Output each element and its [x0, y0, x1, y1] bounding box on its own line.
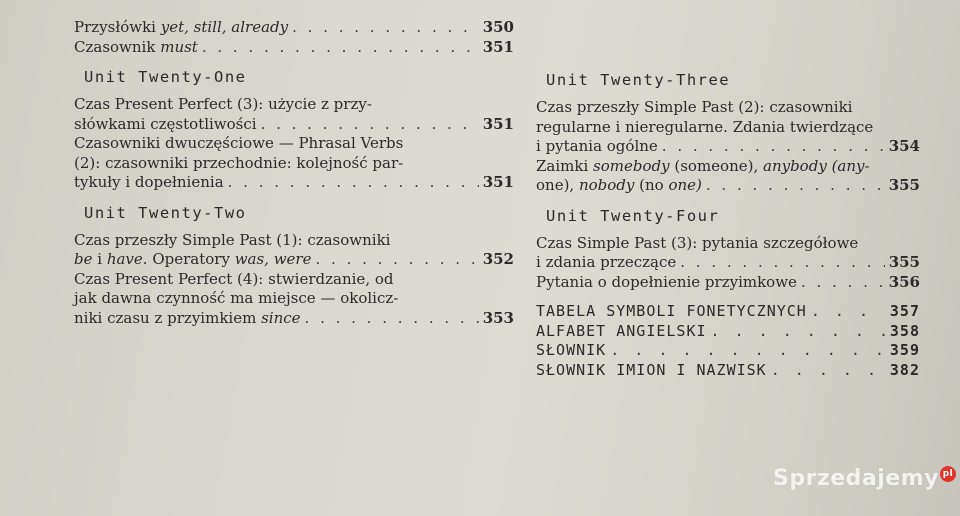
toc-entry-text: SŁOWNIK: [536, 341, 607, 359]
toc-entry-text: TABELA SYMBOLI FONETYCZNYCH: [536, 302, 807, 320]
toc-entry-line: [74, 250, 514, 270]
toc-entry: [536, 157, 920, 196]
toc-entry-text: regularne i nieregularne. Zdania twierdzące: [536, 117, 874, 136]
dot-leader: [662, 137, 885, 157]
toc-entry-text: Czas Present Perfect (3): użycie z przy-: [74, 95, 372, 113]
toc-entry-line: [536, 253, 920, 273]
dot-leader: [228, 173, 479, 193]
toc-entry-line: [74, 270, 514, 290]
toc-entry-line: [536, 302, 920, 322]
dot-leader: [801, 273, 885, 293]
toc-entry: [536, 273, 920, 293]
unit-heading: Unit Twenty-Four: [546, 206, 720, 225]
page-number: 351: [482, 173, 514, 191]
toc-entry-text: i zdania przeczące: [536, 253, 677, 271]
toc-entry-line: [536, 322, 920, 342]
unit-heading: Unit Twenty-Two: [84, 203, 247, 222]
toc-entry: [74, 18, 514, 38]
page-number: 382: [889, 360, 920, 379]
toc-entry-text: (2): czasowniki przechodnie: kolejność par-: [74, 153, 404, 172]
toc-entry-text: one), nobody (no one): [536, 176, 702, 194]
toc-entry-text: tykuły i dopełnienia: [74, 173, 224, 191]
toc-entry: [536, 234, 920, 273]
toc-entry-line: [536, 157, 920, 177]
toc-entry: [74, 270, 514, 329]
toc-entry-line: [74, 173, 514, 193]
toc-entry: [74, 95, 514, 134]
page-number: 358: [889, 321, 920, 340]
toc-entry-text: Czas przeszły Simple Past (1): czasowniki: [74, 230, 391, 249]
watermark-text: Sprzedajemy: [773, 466, 939, 491]
toc-entry-text: be i have. Operatory was, were: [74, 250, 312, 268]
toc-entry-line: [74, 231, 514, 251]
toc-entry: [536, 361, 920, 381]
toc-entry-text: i pytania ogólne: [536, 137, 658, 155]
toc-entry-line: [74, 115, 514, 135]
toc-appendix: [536, 302, 920, 380]
toc-entry-line: [74, 289, 514, 309]
toc-entry-text: SŁOWNIK IMION I NAZWISK: [536, 360, 767, 379]
page-number: 351: [482, 114, 514, 133]
toc-entry-text: Czasowniki dwuczęściowe — Phrasal Verbs: [74, 134, 404, 152]
toc-entry-text: ALFABET ANGIELSKI: [536, 321, 707, 340]
dot-leader: [771, 361, 886, 381]
dot-leader: [680, 253, 884, 273]
toc-entry-text: Czasownik must: [74, 37, 198, 56]
dot-leader: [706, 176, 885, 196]
toc-entry-text: Czas przeszły Simple Past (2): czasowniki: [536, 98, 853, 116]
toc-entry: [536, 322, 920, 342]
page-number: 356: [888, 272, 920, 291]
toc-right-units: [536, 70, 920, 292]
toc-entry-line: [536, 137, 920, 157]
watermark-badge: pl: [940, 466, 956, 482]
toc-entry-line: [74, 38, 514, 58]
page-number: 354: [888, 137, 920, 155]
dot-leader: [811, 302, 886, 322]
dot-leader: [711, 322, 886, 342]
toc-entry: [536, 98, 920, 157]
page-number: 355: [888, 176, 920, 194]
unit-heading: Unit Twenty-Three: [546, 71, 731, 89]
toc-entry: [536, 341, 920, 361]
page-number: 355: [888, 253, 920, 271]
unit-heading: Unit Twenty-One: [84, 68, 247, 86]
toc-entry-text: jak dawna czynność ma miejsce — okolicz-: [74, 289, 399, 307]
dot-leader: [261, 115, 479, 135]
dot-leader: [305, 309, 479, 329]
toc-entry-line: [536, 273, 920, 293]
toc-entry-line: [74, 309, 514, 329]
toc-entry-line: [536, 341, 920, 361]
toc-entry-text: Zaimki somebody (someone), anybody (any-: [536, 156, 870, 175]
toc-entry-line: [74, 95, 514, 115]
toc-entry: [74, 38, 514, 58]
toc-entry-line: [74, 154, 514, 174]
page-number: 359: [889, 341, 920, 359]
toc-entry-line: [536, 234, 920, 254]
dot-leader: [292, 18, 479, 38]
toc-entry-line: [74, 18, 514, 38]
page-number: 353: [482, 308, 514, 327]
toc-entry-line: [74, 134, 514, 154]
dot-leader: [202, 38, 479, 58]
page-number: 351: [482, 37, 514, 56]
toc-entry-text: Pytania o dopełnienie przyimkowe: [536, 272, 797, 291]
toc-entry: [74, 231, 514, 270]
toc-entry-line: [536, 98, 920, 118]
page-number: 350: [482, 18, 514, 36]
toc-entry: [74, 134, 514, 193]
dot-leader: [315, 250, 478, 270]
toc-right-column: [536, 60, 920, 380]
toc-entry-line: [536, 176, 920, 196]
toc-entry-text: słówkami częstotliwości: [74, 114, 257, 133]
toc-entry-text: Czas Present Perfect (4): stwierdzanie, od: [74, 269, 394, 288]
dot-leader: [610, 341, 886, 361]
toc-left-column: [74, 18, 514, 328]
toc-entry-text: niki czasu z przyimkiem since: [74, 308, 301, 327]
toc-entry: [536, 302, 920, 322]
toc-left-units: [74, 67, 514, 328]
toc-entry-text: Czas Simple Past (3): pytania szczegółowe: [536, 233, 859, 252]
toc-entry-line: [536, 118, 920, 138]
watermark: [773, 466, 956, 491]
toc-entry-text: Przysłówki yet, still, already: [74, 18, 289, 36]
page-number: 352: [482, 250, 514, 268]
toc-entry-line: [536, 361, 920, 381]
toc-top-entries: [74, 18, 514, 57]
page-number: 357: [889, 302, 920, 320]
